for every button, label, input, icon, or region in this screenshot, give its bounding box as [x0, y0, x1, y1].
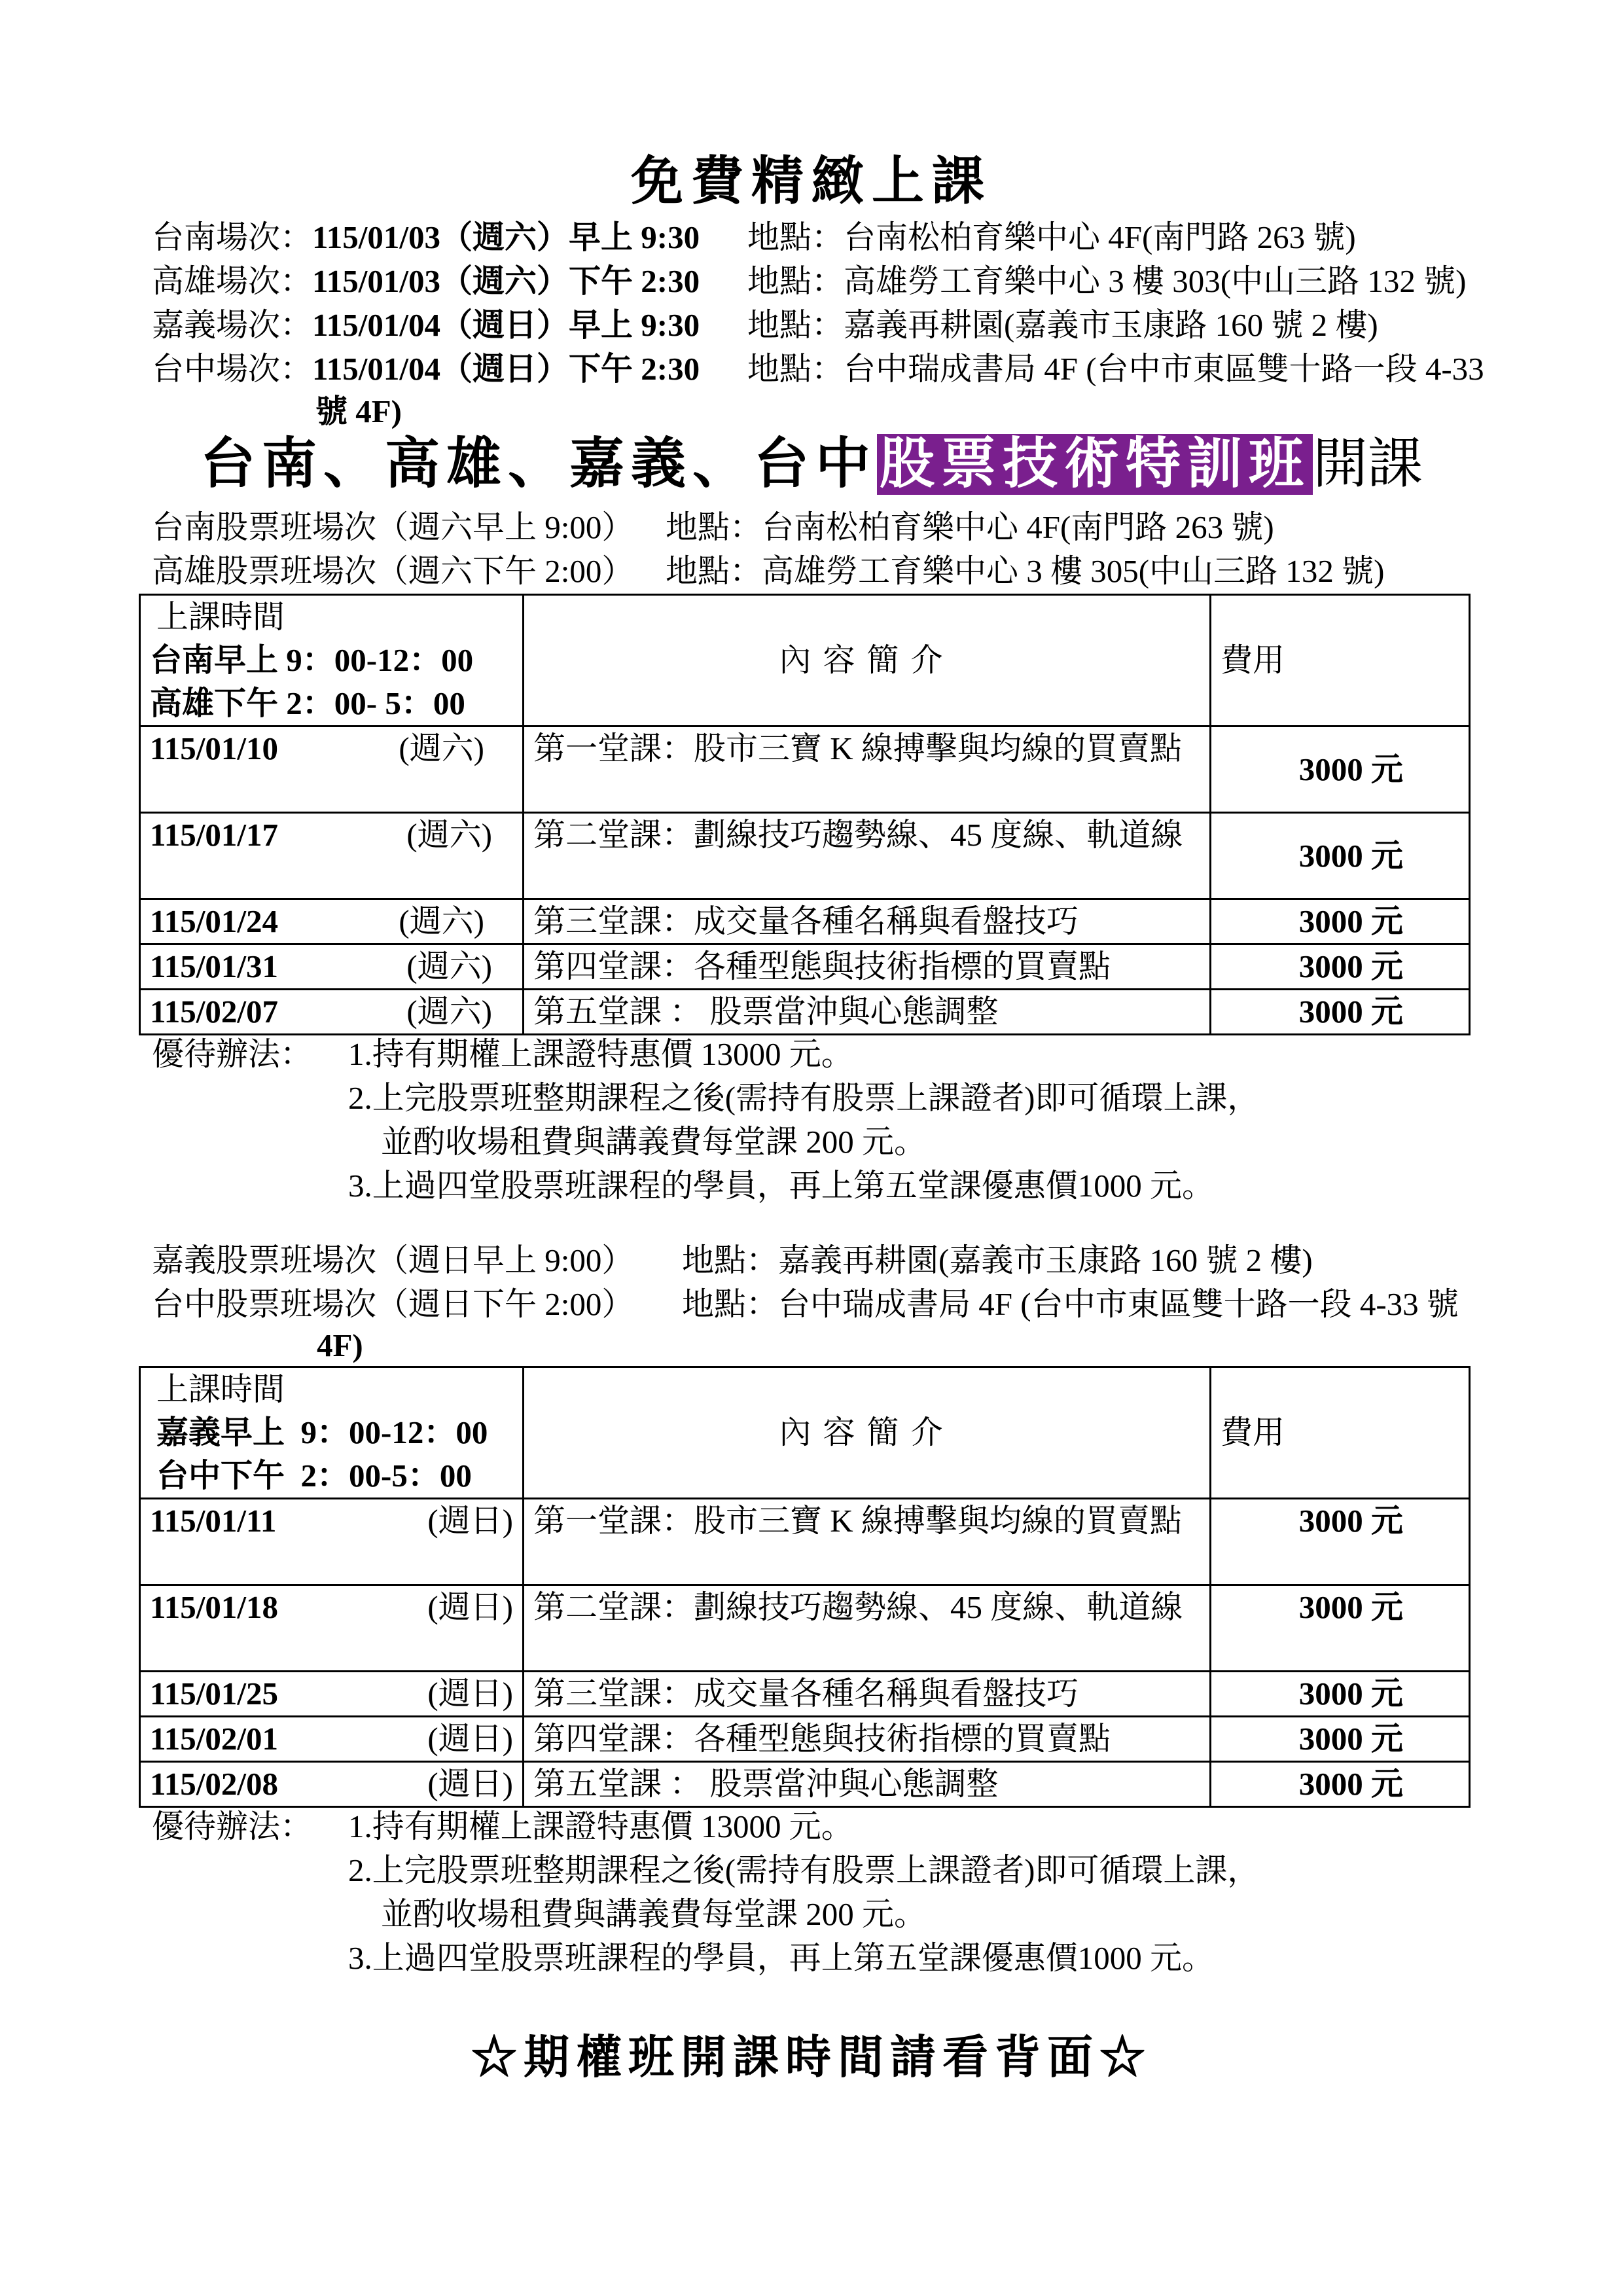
date-cell: [140, 1585, 524, 1672]
weekday-text: (週日): [427, 1676, 513, 1712]
date-cell: [140, 990, 524, 1035]
table-header-row: [140, 595, 1470, 726]
session-time: 115/01/04（週日）早上 9:30: [312, 307, 700, 343]
table-header-row: [140, 1367, 1470, 1499]
weekday-text: (週日): [427, 1721, 513, 1757]
session-place: 地點：台南松柏育樂中心 4F(南門路 263 號): [747, 219, 1356, 255]
session-time: 115/01/03（週六）早上 9:30: [312, 219, 700, 255]
course-title-cities: 台南、高雄、嘉義、台中: [200, 434, 877, 495]
weekday-text: (週六): [406, 817, 492, 853]
content-cell: 第五堂課 ： 股票當沖與心態調整: [524, 1762, 1211, 1807]
weekday-text: (週六): [399, 730, 484, 766]
perk-continuation: 並酌收場租費與講義費每堂課 200 元。: [381, 1124, 927, 1160]
perks-label: 優待辦法：: [152, 1036, 313, 1072]
content-header: 內容簡介: [524, 1367, 1211, 1499]
weekday-text: (週六): [406, 948, 492, 984]
session-label: 台南場次：: [152, 219, 313, 255]
venue-place-continuation: 4F): [317, 1327, 363, 1363]
session-place: 地點：高雄勞工育樂中心 3 樓 303(中山三路 132 號): [747, 263, 1467, 299]
date-text: 115/01/17: [150, 817, 279, 853]
date-text: 115/01/18: [150, 1589, 279, 1625]
venue-name: 台中股票班場次（週日下午 2:00）: [152, 1286, 634, 1322]
session-place: 地點：嘉義再耕園(嘉義市玉康路 160 號 2 樓): [747, 307, 1378, 343]
free-session-line: [152, 348, 1484, 391]
content-cell: 第五堂課 ： 股票當沖與心態調整: [524, 990, 1211, 1035]
session-place-continuation: 號 4F): [315, 393, 402, 429]
venue-line: [152, 1283, 1459, 1326]
weekday-text: (週六): [406, 994, 492, 1030]
venue-line: [152, 550, 1385, 593]
perk-text: 3.上過四堂股票班課程的學員，再上第五堂課優惠價1000 元。: [348, 1940, 1215, 1976]
venue-place: 地點：高雄勞工育樂中心 3 樓 305(中山三路 132 號): [666, 553, 1385, 589]
fee-cell: [1211, 1762, 1470, 1807]
perk-line: [152, 1033, 853, 1076]
fee-header: 費用: [1211, 1367, 1470, 1499]
date-text: 115/01/11: [150, 1503, 277, 1539]
table-row: [140, 899, 1470, 944]
course-title-highlight: 股票技術特訓班: [877, 434, 1313, 495]
venue-line: [152, 1239, 1313, 1282]
fee-cell: [1211, 726, 1470, 813]
perks-label: 優待辦法：: [152, 1808, 313, 1844]
session-time: 115/01/04（週日）下午 2:30: [312, 351, 700, 387]
fee-text: 3000 元: [1298, 1766, 1403, 1802]
content-cell: 第一堂課：股市三寶 K 線搏擊與均線的買賣點: [524, 1499, 1211, 1585]
date-cell: [140, 726, 524, 813]
fee-cell: [1211, 1672, 1470, 1717]
perk-text: 2.上完股票班整期課程之後(需持有股票上課證者)即可循環上課，: [348, 1080, 1260, 1116]
content-cell: 第三堂課：成交量各種名稱與看盤技巧: [524, 899, 1211, 944]
time-header-line: 台中下午 2：00-5：00: [156, 1458, 472, 1494]
fee-cell: [1211, 1499, 1470, 1585]
venue-line: [152, 506, 1274, 549]
weekday-text: (週日): [427, 1589, 513, 1625]
fee-text: 3000 元: [1298, 837, 1403, 874]
table-row: [140, 813, 1470, 899]
table-row: [140, 1499, 1470, 1585]
time-header-cell: [140, 1367, 524, 1499]
date-text: 115/01/10: [150, 730, 279, 766]
session-place: 地點：台中瑞成書局 4F (台中市東區雙十路一段 4-33: [747, 351, 1484, 387]
content-cell: 第二堂課：劃線技巧趨勢線、45 度線、軌道線: [524, 1585, 1211, 1672]
date-cell: [140, 944, 524, 990]
date-cell: [140, 1672, 524, 1717]
fee-cell: [1211, 944, 1470, 990]
date-cell: [140, 1499, 524, 1585]
date-cell: [140, 813, 524, 899]
fee-text: 3000 元: [1298, 1676, 1403, 1712]
schedule-table: [139, 594, 1471, 1035]
content-header: 內容簡介: [524, 595, 1211, 726]
content-cell: 第四堂課：各種型態與技術指標的買賣點: [524, 1717, 1211, 1762]
free-session-title: 免費精緻上課: [631, 153, 992, 211]
weekday-text: (週六): [399, 903, 484, 939]
free-session-line: [152, 260, 1467, 303]
time-header-label: 上課時間: [156, 1371, 285, 1407]
footer-note: ☆期權班開課時間請看背面☆: [471, 2033, 1152, 2083]
date-cell: [140, 1762, 524, 1807]
fee-text: 3000 元: [1298, 994, 1403, 1030]
content-cell: 第二堂課：劃線技巧趨勢線、45 度線、軌道線: [524, 813, 1211, 899]
session-label: 高雄場次：: [152, 263, 313, 299]
date-text: 115/02/08: [150, 1766, 279, 1802]
table-row: [140, 990, 1470, 1035]
time-header-line: 嘉義早上 9：00-12：00: [156, 1414, 488, 1450]
date-text: 115/01/24: [150, 903, 279, 939]
date-text: 115/02/01: [150, 1721, 279, 1757]
venue-place: 地點：嘉義再耕園(嘉義市玉康路 160 號 2 樓): [682, 1242, 1313, 1278]
fee-text: 3000 元: [1298, 751, 1403, 787]
fee-cell: [1211, 1585, 1470, 1672]
date-text: 115/01/25: [150, 1676, 279, 1712]
venue-place: 地點：台中瑞成書局 4F (台中市東區雙十路一段 4-33 號: [682, 1286, 1459, 1322]
session-label: 台中場次：: [152, 351, 313, 387]
date-text: 115/01/31: [150, 948, 279, 984]
perk-text: 3.上過四堂股票班課程的學員，再上第五堂課優惠價1000 元。: [348, 1168, 1215, 1204]
perk-continuation: 並酌收場租費與講義費每堂課 200 元。: [381, 1896, 927, 1932]
time-header-cell: [140, 595, 524, 726]
fee-text: 3000 元: [1298, 1589, 1403, 1625]
venue-name: 嘉義股票班場次（週日早上 9:00）: [152, 1242, 634, 1278]
date-cell: [140, 1717, 524, 1762]
course-title-suffix: 開課: [1313, 434, 1423, 495]
session-time: 115/01/03（週六）下午 2:30: [312, 263, 700, 299]
weekday-text: (週日): [427, 1766, 513, 1802]
fee-text: 3000 元: [1298, 903, 1403, 939]
table-row: [140, 944, 1470, 990]
venue-place: 地點：台南松柏育樂中心 4F(南門路 263 號): [666, 509, 1274, 545]
time-header-line: 台南早上 9：00-12：00: [150, 642, 474, 678]
date-cell: [140, 899, 524, 944]
perk-text: 2.上完股票班整期課程之後(需持有股票上課證者)即可循環上課，: [348, 1852, 1260, 1888]
venue-name: 台南股票班場次（週六早上 9:00）: [152, 509, 634, 545]
weekday-text: (週日): [427, 1503, 513, 1539]
session-label: 嘉義場次：: [152, 307, 313, 343]
course-title: [0, 431, 1623, 499]
fee-header: 費用: [1211, 595, 1470, 726]
table-row: [140, 1672, 1470, 1717]
table-row: [140, 726, 1470, 813]
table-row: [140, 1717, 1470, 1762]
free-session-line: [152, 304, 1378, 347]
schedule-table: [139, 1366, 1471, 1808]
fee-cell: [1211, 813, 1470, 899]
table-row: [140, 1762, 1470, 1807]
perk-text: 1.持有期權上課證特惠價 13000 元。: [348, 1036, 853, 1072]
free-session-line: [152, 216, 1356, 259]
perk-line: [152, 1805, 853, 1848]
table-row: [140, 1585, 1470, 1672]
content-cell: 第一堂課：股市三寶 K 線搏擊與均線的買賣點: [524, 726, 1211, 813]
fee-cell: [1211, 990, 1470, 1035]
fee-text: 3000 元: [1298, 1503, 1403, 1539]
time-header-line: 高雄下午 2：00- 5：00: [150, 685, 465, 721]
fee-text: 3000 元: [1298, 1721, 1403, 1757]
perk-text: 1.持有期權上課證特惠價 13000 元。: [348, 1808, 853, 1844]
fee-cell: [1211, 1717, 1470, 1762]
date-text: 115/02/07: [150, 994, 279, 1030]
venue-name: 高雄股票班場次（週六下午 2:00）: [152, 553, 634, 589]
time-header-label: 上課時間: [156, 599, 285, 635]
fee-text: 3000 元: [1298, 948, 1403, 984]
fee-cell: [1211, 899, 1470, 944]
content-cell: 第三堂課：成交量各種名稱與看盤技巧: [524, 1672, 1211, 1717]
content-cell: 第四堂課：各種型態與技術指標的買賣點: [524, 944, 1211, 990]
